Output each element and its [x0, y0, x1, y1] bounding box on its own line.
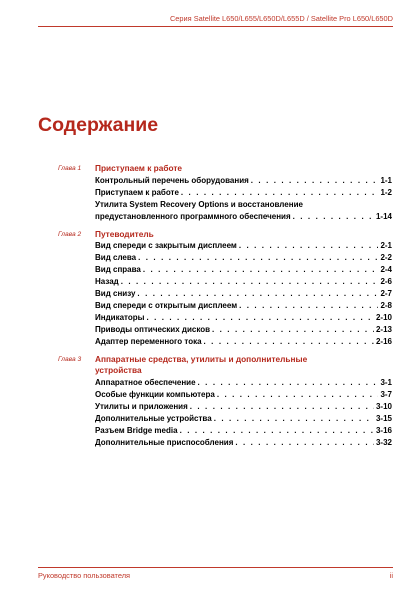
toc-entry[interactable]: Вид спереди с открытым дисплеем . . . 2-8: [95, 300, 392, 312]
dot-leader: [190, 401, 374, 413]
dot-leader: [293, 211, 374, 223]
toc-entry[interactable]: предустановленного программного обеспечения . . . 1-14: [95, 211, 392, 223]
dot-leader: [239, 240, 379, 252]
dot-leader: [251, 175, 379, 187]
dot-leader: [146, 312, 374, 324]
running-header: Серия Satellite L650/L655/L650D/L655D / Satellite Pro L650/L650D: [169, 14, 393, 23]
toc-entry[interactable]: Вид снизу . . . 2-7: [95, 288, 392, 300]
toc-entry[interactable]: Аппаратное обеспечение . . . 3-1: [95, 377, 392, 389]
dot-leader: [198, 377, 379, 389]
dot-leader: [180, 425, 374, 437]
header-rule: [38, 26, 393, 27]
toc-entry[interactable]: Утилиты и приложения . . . 3-10: [95, 401, 392, 413]
toc-entry[interactable]: Приводы оптических дисков . . . 2-13: [95, 324, 392, 336]
dot-leader: [214, 413, 374, 425]
toc-entry[interactable]: Дополнительные приспособления . . . 3-32: [95, 437, 392, 449]
dot-leader: [204, 336, 374, 348]
dot-leader: [137, 288, 378, 300]
toc-entry[interactable]: Адаптер переменного тока . . . 2-16: [95, 336, 392, 348]
dot-leader: [138, 252, 378, 264]
chapter-3-title-line1: Аппаратные средства, утилиты и дополнительные: [95, 354, 308, 364]
chapter-2-label: Глава 2: [58, 231, 82, 238]
dot-leader: [239, 300, 378, 312]
toc-entry[interactable]: Вид слева . . . 2-2: [95, 252, 392, 264]
chapter-1-label: Глава 1: [58, 165, 82, 172]
chapter-3-title-line2: устройства: [95, 365, 142, 375]
toc-entry[interactable]: Назад . . . 2-6: [95, 276, 392, 288]
chapter-3-title[interactable]: [95, 354, 375, 376]
toc-entry[interactable]: Особые функции компьютера . . . 3-7: [95, 389, 392, 401]
toc-entry[interactable]: Дополнительные устройства . . . 3-15: [95, 413, 392, 425]
toc-entry[interactable]: Вид спереди с закрытым дисплеем . . . 2-1: [95, 240, 392, 252]
toc-entry[interactable]: Контрольный перечень оборудования . . . 1-1: [95, 175, 392, 187]
chapter-2-title[interactable]: Путеводитель: [95, 229, 154, 239]
footer-rule: [38, 567, 393, 568]
dot-leader: [235, 437, 374, 449]
dot-leader: [143, 264, 379, 276]
page-title: Содержание: [38, 114, 159, 136]
footer-manual-name: Руководство пользователя: [38, 571, 131, 580]
toc-entry[interactable]: Индикаторы . . . 2-10: [95, 312, 392, 324]
dot-leader: [212, 324, 374, 336]
dot-leader: [217, 389, 379, 401]
dot-leader: [181, 187, 379, 199]
dot-leader: [121, 276, 379, 288]
toc-entry[interactable]: Вид справа . . . 2-4: [95, 264, 392, 276]
chapter-1-title[interactable]: Приступаем к работе: [95, 163, 183, 173]
toc-entry[interactable]: Разъем Bridge media . . . 3-16: [95, 425, 392, 437]
chapter-3-label: Глава 3: [58, 356, 82, 363]
footer-page-number: ii: [389, 571, 393, 580]
toc-entry[interactable]: Приступаем к работе . . . 1-2: [95, 187, 392, 199]
toc-entry[interactable]: Утилита System Recovery Options и восстановление: [95, 200, 303, 209]
